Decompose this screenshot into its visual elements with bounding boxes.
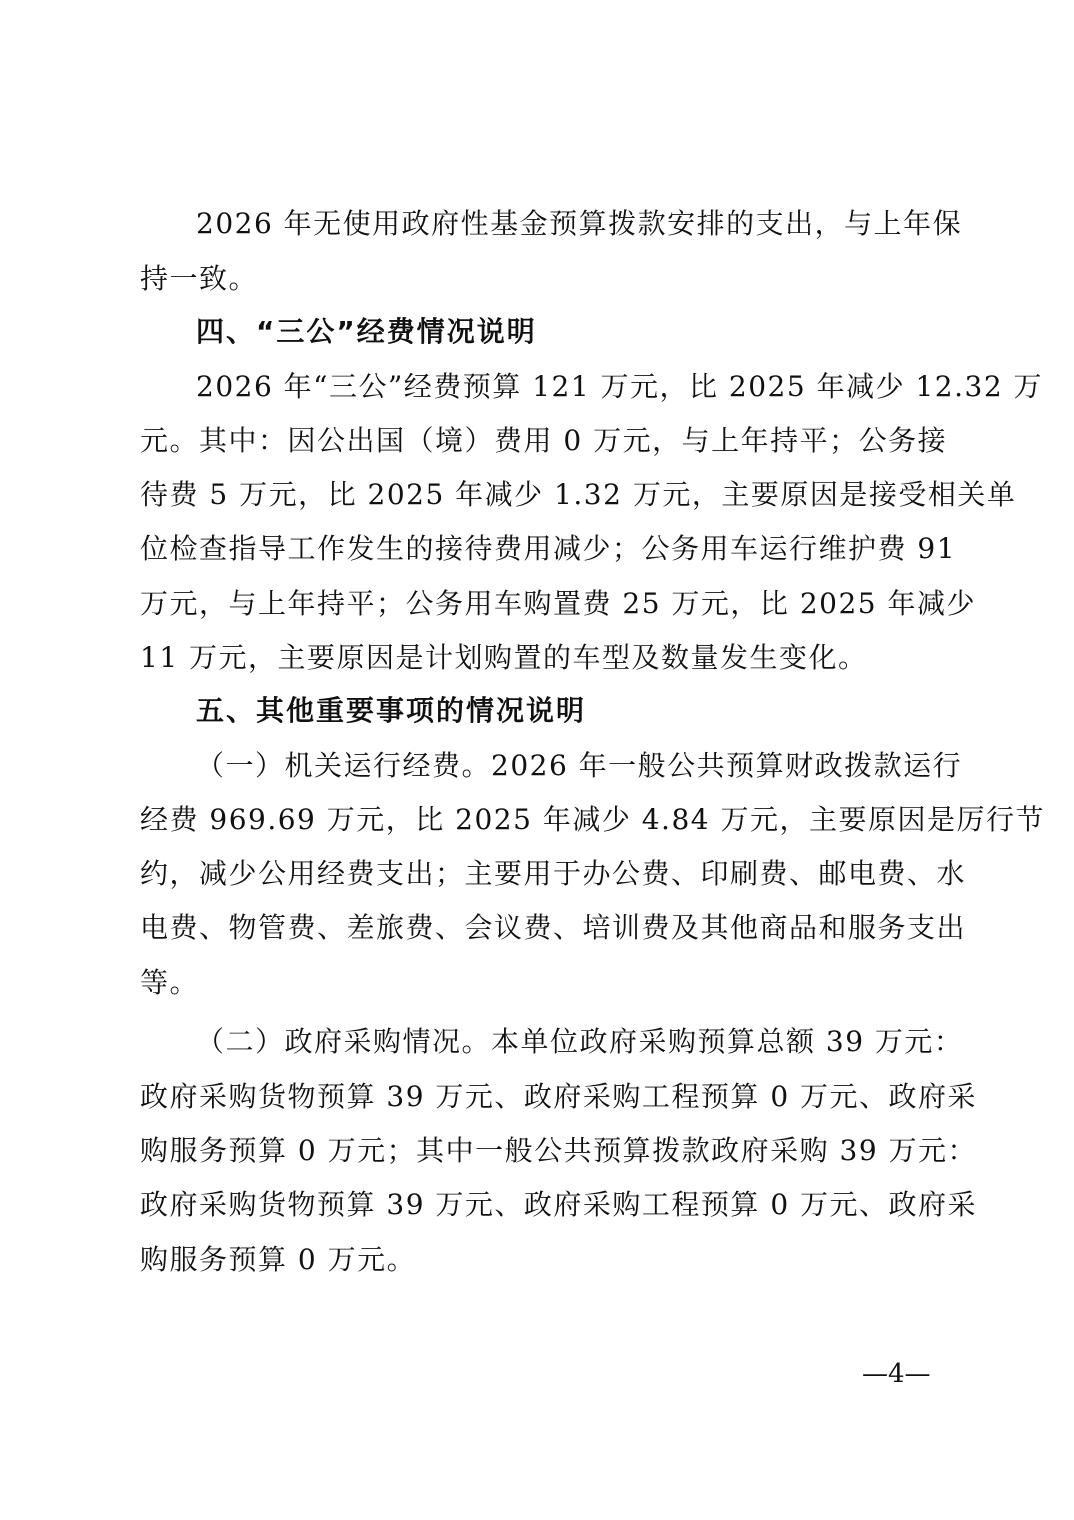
paragraph-line: 元。其中：因公出国（境）费用 0 万元，与上年持平；公务接 bbox=[140, 424, 948, 457]
paragraph-line: 万元，与上年持平；公务用车购置费 25 万元，比 2025 年减少 bbox=[140, 587, 976, 620]
paragraph-line: （二）政府采购情况。本单位政府采购预算总额 39 万元： bbox=[196, 1025, 964, 1058]
section-heading-5: 五、其他重要事项的情况说明 bbox=[196, 694, 587, 727]
paragraph-line: （一）机关运行经费。2026 年一般公共预算财政拨款运行 bbox=[196, 749, 963, 782]
paragraph-line: 政府采购货物预算 39 万元、政府采购工程预算 0 万元、政府采 bbox=[140, 1080, 978, 1113]
paragraph-line: 经费 969.69 万元，比 2025 年减少 4.84 万元，主要原因是厉行节 bbox=[140, 803, 1045, 836]
paragraph-line: 位检查指导工作发生的接待费用减少；公务用车运行维护费 91 bbox=[140, 532, 957, 565]
paragraph-line: 政府采购货物预算 39 万元、政府采购工程预算 0 万元、政府采 bbox=[140, 1188, 978, 1221]
paragraph-line: 11 万元，主要原因是计划购置的车型及数量发生变化。 bbox=[140, 641, 868, 674]
paragraph-line: 2026 年无使用政府性基金预算拨款安排的支出，与上年保 bbox=[196, 207, 963, 240]
paragraph-line: 待费 5 万元，比 2025 年减少 1.32 万元，主要原因是接受相关单 bbox=[140, 478, 1017, 511]
paragraph-line: 2026 年“三公”经费预算 121 万元，比 2025 年减少 12.32 万 bbox=[196, 370, 1044, 403]
paragraph-line: 购服务预算 0 万元；其中一般公共预算拨款政府采购 39 万元： bbox=[140, 1134, 978, 1167]
page-number: —4— bbox=[862, 1359, 931, 1389]
paragraph-line: 持一致。 bbox=[140, 262, 259, 295]
paragraph-line: 等。 bbox=[140, 966, 200, 999]
paragraph-line: 购服务预算 0 万元。 bbox=[140, 1243, 417, 1276]
section-heading-4: 四、“三公”经费情况说明 bbox=[196, 315, 537, 348]
paragraph-line: 约，减少公用经费支出；主要用于办公费、印刷费、邮电费、水 bbox=[140, 857, 967, 890]
paragraph-line: 电费、物管费、差旅费、会议费、培训费及其他商品和服务支出 bbox=[140, 911, 967, 944]
